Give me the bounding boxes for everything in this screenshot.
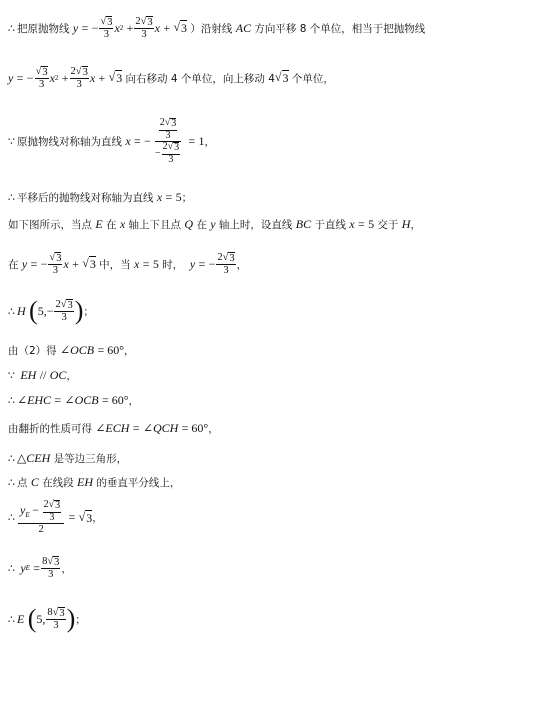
text-line-9: ∵ EH // OC ， xyxy=(8,368,77,382)
text-line-7: ∴ H ( 5, − 2√ 3 3 ) ； xyxy=(8,296,94,325)
text-line-10: ∴ ∠ EHC = ∠ OCB = 60° ， xyxy=(8,393,140,407)
text-line-15: ∴ y E = 8√ 3 3 ， xyxy=(8,556,72,581)
text-line-8: 由（2）得 ∠ OCB = 60° ， xyxy=(8,343,135,357)
text-line-14: ∴ $y_E$ − 2√ 3 3 2 = √ 3 ， xyxy=(8,499,103,535)
text-line-3: ∵ 原抛物线对称轴为直线 x = − 2√ 3 3 − 2√ 3 3 = 1 ， xyxy=(8,117,216,165)
text-line-11: 由翻折的性质可得 ∠ ECH = ∠ QCH = 60° ， xyxy=(8,421,219,435)
text-line-16: ∴ E ( 5, 8√ 3 3 ) ； xyxy=(8,604,86,633)
text-line-5: 如下图所示，当点 E 在 x 轴上下且点 Q 在 y 轴上时，设直线 BC 于直线 x = 5 交于 H ， xyxy=(8,217,421,231)
text-line-6: 在 y = − √ 3 3 x + √ 3 中，当 x = 5 时， y = − 2√ 3 3 ， xyxy=(8,252,248,277)
text-line-4: ∴ 平移后的抛物线对称轴为直线 x = 5 ； xyxy=(8,190,193,204)
text-line-13: ∴ 点 C 在线段 EH 的垂直平分线上， xyxy=(8,475,181,489)
text-line-1: ∴ 把原抛物线 y = − √ 3 3 x 2 + 2√ 3 3 x + √ 3 ）沿射线 AC 方向平移 8 个单位，相当于把抛物线 xyxy=(8,16,426,41)
text-line-12: ∴ △ CEH 是等边三角形， xyxy=(8,451,128,465)
text-line-2: y = − √ 3 3 x 2 + 2√ 3 3 x + √ 3 向右移动 4 个单位，向上移动 4 √ 3 个单位， xyxy=(8,66,334,91)
